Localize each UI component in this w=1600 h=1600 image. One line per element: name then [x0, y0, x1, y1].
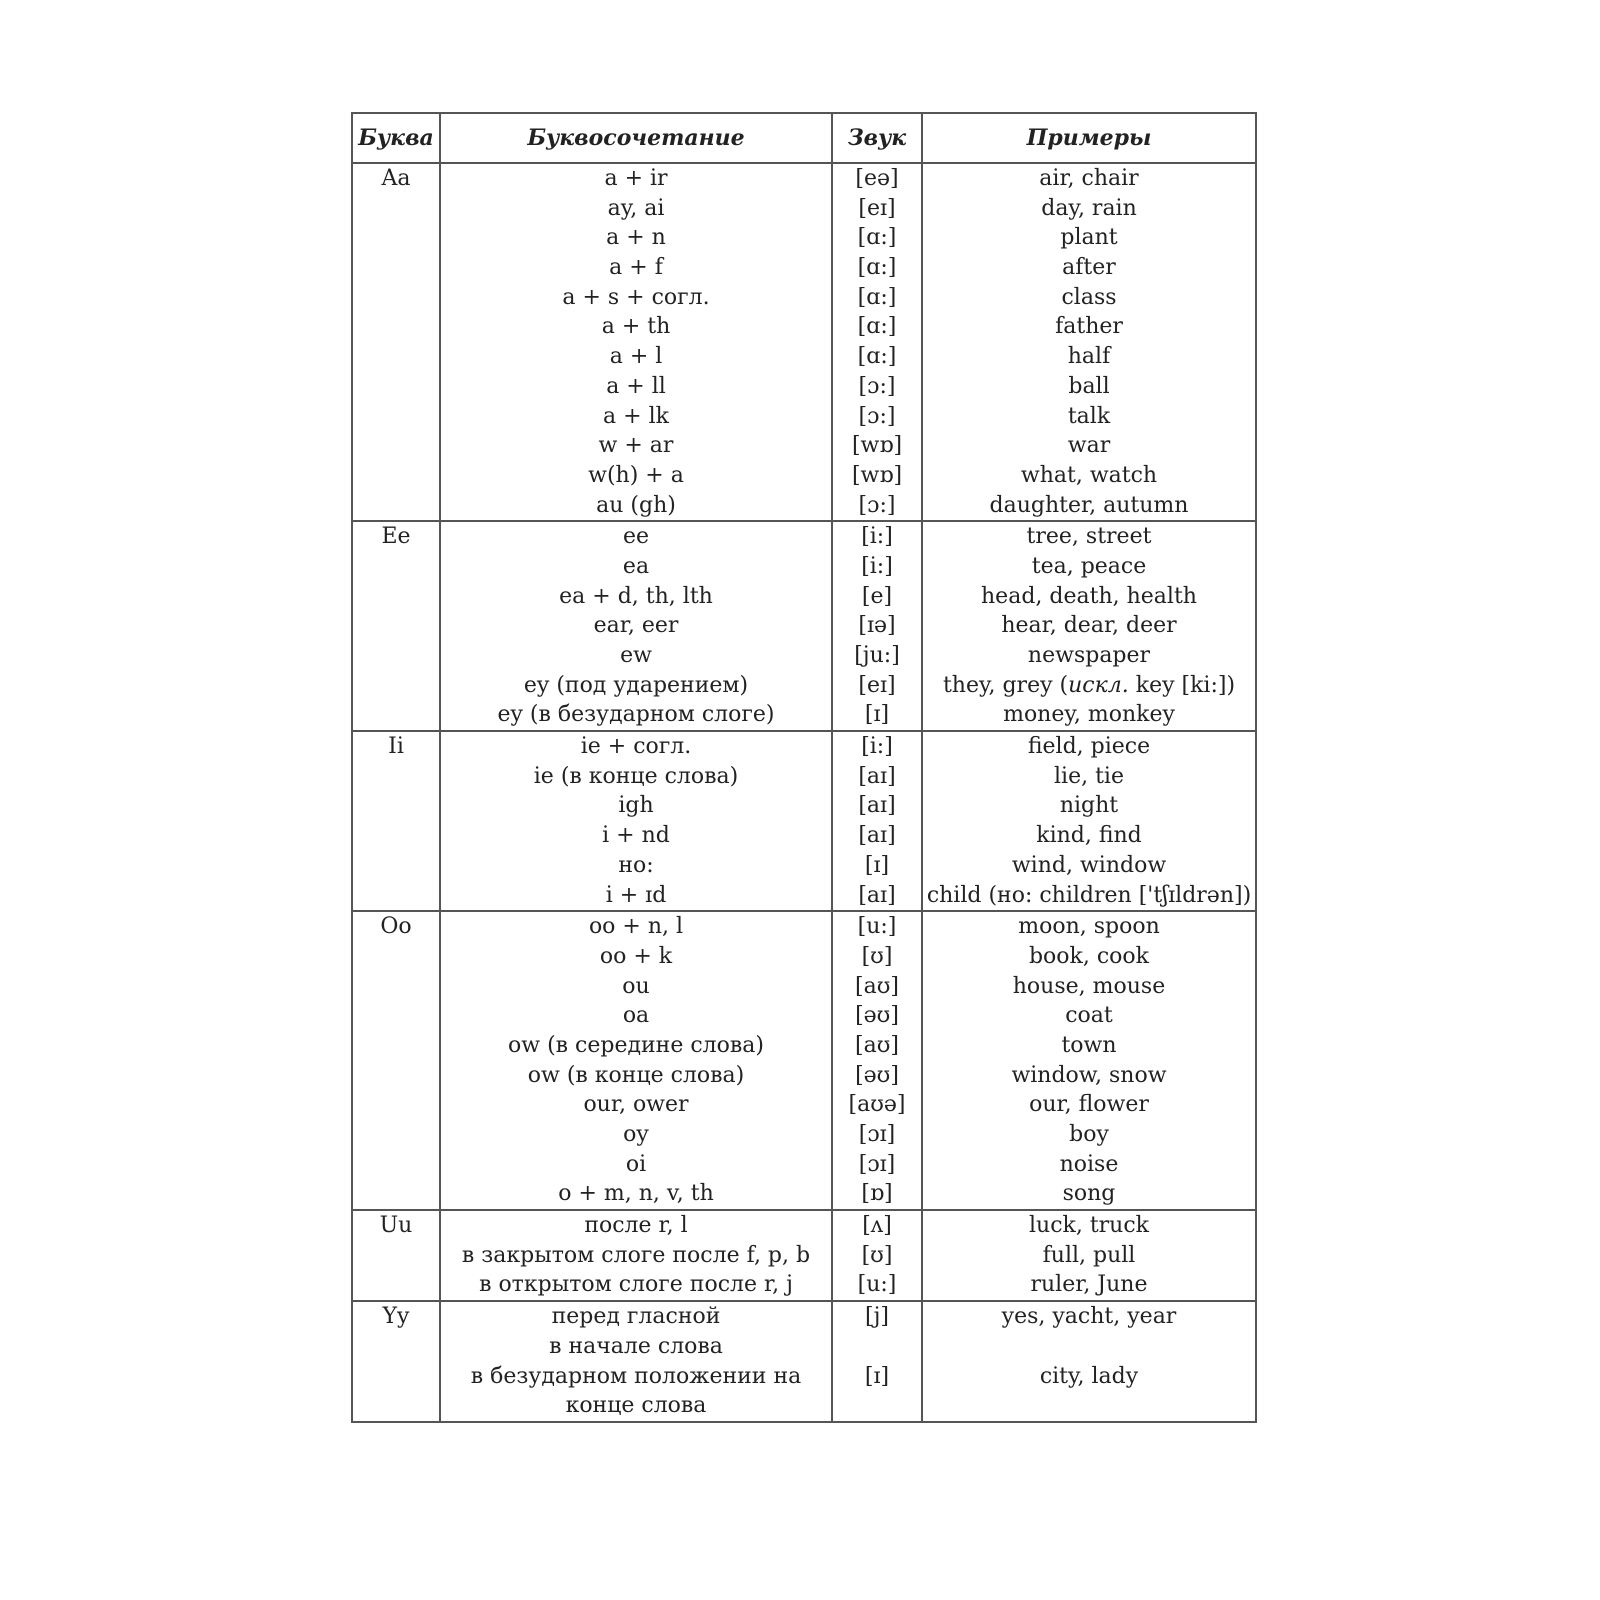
example: song — [1062, 1181, 1116, 1207]
combination: в закрытом слоге после f, p, b — [461, 1242, 811, 1268]
example: talk — [1067, 403, 1111, 429]
sound: [eə] — [855, 166, 899, 191]
examples-cell — [922, 521, 1256, 731]
letter: Ee — [381, 524, 411, 550]
example: moon, spoon — [1018, 914, 1160, 940]
letter-cell — [352, 911, 440, 1210]
combination: oy — [623, 1122, 649, 1147]
combination-cell — [440, 1210, 832, 1301]
combination: igh — [618, 793, 654, 819]
sound: [ʊ] — [861, 1242, 893, 1268]
combination: o + m, n, v, th — [558, 1181, 714, 1207]
combination: a + th — [601, 314, 671, 340]
examples-cell — [922, 163, 1256, 521]
combination: но: — [618, 852, 654, 878]
combination: a + lk — [603, 403, 669, 429]
combination: a + f — [609, 255, 663, 281]
sound: [ɑ:] — [857, 284, 897, 310]
letter: Oo — [380, 914, 412, 940]
sound: [u:] — [857, 914, 897, 940]
combination: oo + n, l — [588, 914, 684, 940]
combination: ee — [622, 524, 650, 550]
sound: [ɑ:] — [857, 344, 897, 370]
sound-cell — [832, 163, 922, 521]
example: half — [1067, 344, 1111, 370]
example: money, monkey — [1003, 702, 1175, 728]
letter-cell — [352, 521, 440, 731]
example: noise — [1059, 1151, 1119, 1177]
example: tea, peace — [1031, 553, 1147, 579]
combination: конце слова — [565, 1393, 707, 1419]
example: ruler, June — [1030, 1272, 1148, 1298]
sound-spacer — [833, 1332, 921, 1362]
combination: i + ɪd — [605, 882, 667, 908]
sound: [ɔɪ] — [858, 1151, 896, 1177]
combination: a + ll — [606, 373, 666, 399]
combination-cell — [440, 731, 832, 911]
sound: [i:] — [861, 524, 893, 550]
sound: [ju:] — [854, 643, 900, 668]
sound: [eɪ] — [858, 195, 896, 221]
sound: [aʊ] — [855, 1032, 899, 1058]
example: newspaper — [1027, 643, 1151, 668]
example: book, cook — [1028, 943, 1150, 969]
sound: [aɪ] — [858, 882, 896, 908]
example: luck, truck — [1028, 1213, 1150, 1239]
sound: [aɪ] — [858, 823, 896, 849]
example: town — [1061, 1032, 1117, 1058]
group-row-uu — [352, 1210, 1256, 1301]
example: yes, yacht, year — [1001, 1304, 1177, 1330]
example: air, chair — [1039, 166, 1139, 191]
combination: oi — [625, 1151, 647, 1177]
sound-cell — [832, 1210, 922, 1301]
sound: [ɑ:] — [857, 314, 897, 340]
example: after — [1062, 255, 1116, 281]
example: field, piece — [1027, 734, 1151, 760]
combination: ay, ai — [607, 195, 665, 221]
header-letter: Буква — [352, 113, 440, 163]
sound: [aʊ] — [855, 973, 899, 999]
sound: [aɪ] — [858, 793, 896, 819]
group-row-ee — [352, 521, 1256, 731]
combination: ie (в конце слова) — [533, 763, 739, 789]
combination: a + n — [606, 225, 666, 251]
sound: [ɔ:] — [858, 492, 896, 518]
combination: в открытом слоге после r, j — [479, 1272, 793, 1298]
letter: Aa — [381, 166, 411, 191]
sound: [ɪə] — [858, 613, 896, 639]
example: boy — [1069, 1122, 1109, 1147]
example: hear, dear, deer — [1001, 613, 1177, 639]
letter: Ii — [388, 734, 404, 760]
sound: [aɪ] — [858, 763, 896, 789]
example: daughter, autumn — [989, 492, 1189, 518]
header-examples: Примеры — [922, 113, 1256, 163]
sound: [e] — [861, 583, 893, 609]
example: our, flower — [1029, 1092, 1149, 1118]
combination: ew — [620, 643, 652, 668]
example: ball — [1068, 373, 1110, 399]
letter-cell — [352, 1301, 440, 1422]
letter: Uu — [379, 1213, 413, 1239]
example: wind, window — [1011, 852, 1167, 878]
examples-cell — [922, 911, 1256, 1210]
sound: [ɑ:] — [857, 225, 897, 251]
sound: [aʊə] — [848, 1092, 906, 1118]
combination: our, ower — [583, 1092, 689, 1118]
combination: a + s + согл. — [562, 284, 710, 310]
example: house, mouse — [1012, 973, 1166, 999]
sound: [wɒ] — [851, 462, 903, 488]
phonics-table — [351, 112, 1257, 1423]
sound: [ɔ:] — [858, 403, 896, 429]
combination: ea — [622, 553, 650, 579]
sound: [əʊ] — [855, 1062, 899, 1088]
examples-cell — [922, 1301, 1256, 1422]
sound: [ʌ] — [862, 1213, 892, 1239]
example-spacer — [923, 1391, 1255, 1421]
sound-spacer — [833, 1391, 921, 1421]
combination: ey (в безударном слоге) — [497, 702, 775, 728]
examples-cell — [922, 731, 1256, 911]
sound: [j] — [865, 1304, 889, 1330]
group-row-yy — [352, 1301, 1256, 1422]
combination: ou — [622, 973, 650, 999]
combination: ow (в конце слова) — [527, 1062, 745, 1088]
exception-note: искл. — [1068, 672, 1129, 698]
example-part: key [ki:]) — [1128, 672, 1236, 698]
example: class — [1061, 284, 1117, 310]
combination: перед гласной — [551, 1304, 721, 1330]
example: kind, find — [1036, 823, 1142, 849]
letter-cell — [352, 731, 440, 911]
combination-cell — [440, 163, 832, 521]
example: coat — [1065, 1003, 1113, 1029]
examples-cell — [922, 1210, 1256, 1301]
combination: ea + d, th, lth — [559, 583, 713, 609]
combination: w + ar — [598, 433, 674, 459]
header-row — [352, 113, 1256, 163]
sound: [əʊ] — [855, 1003, 899, 1029]
sound-cell — [832, 731, 922, 911]
example: city, lady — [1039, 1363, 1139, 1389]
combination-cell — [440, 911, 832, 1210]
header-sound: Звук — [832, 113, 922, 163]
sound: [eɪ] — [858, 672, 896, 698]
sound: [ɪ] — [864, 1363, 890, 1389]
combination: a + ir — [604, 166, 668, 191]
example: full, pull — [1042, 1242, 1136, 1268]
example: plant — [1060, 225, 1118, 251]
combination: ie + согл. — [580, 734, 692, 760]
sound-cell — [832, 521, 922, 731]
example-part: they, grey ( — [942, 672, 1069, 698]
combination-cell — [440, 1301, 832, 1422]
example: child (но: children ['tʃɪldrən]) — [926, 882, 1252, 908]
example-spacer — [923, 1332, 1255, 1362]
sound: [ɔ:] — [858, 373, 896, 399]
combination: в начале слова — [549, 1333, 723, 1359]
combination: au (gh) — [596, 492, 676, 518]
combination: после r, l — [584, 1213, 688, 1239]
sound: [ɒ] — [861, 1181, 893, 1207]
sound: [ɪ] — [864, 702, 890, 728]
combination-cell — [440, 521, 832, 731]
combination: ey (под ударением) — [523, 672, 749, 698]
sound: [ɪ] — [864, 852, 890, 878]
sound: [wɒ] — [851, 433, 903, 459]
sound: [ʊ] — [861, 943, 893, 969]
combination: i + nd — [602, 823, 670, 849]
sound: [i:] — [861, 553, 893, 579]
sound-cell — [832, 911, 922, 1210]
combination: oa — [622, 1003, 650, 1029]
example: tree, street — [1026, 524, 1152, 550]
group-row-oo — [352, 911, 1256, 1210]
letter: Yy — [382, 1304, 410, 1330]
letter-cell — [352, 1210, 440, 1301]
example: window, snow — [1011, 1062, 1167, 1088]
combination: oo + k — [599, 943, 673, 969]
sound: [ɑ:] — [857, 255, 897, 281]
example: night — [1059, 793, 1119, 819]
example: father — [1055, 314, 1123, 340]
example: what, watch — [1020, 462, 1158, 488]
sound: [i:] — [861, 734, 893, 760]
combination: a + l — [609, 344, 663, 370]
sound: [ɔɪ] — [858, 1122, 896, 1147]
combination: в безударном положении на — [470, 1363, 802, 1389]
combination: ow (в середине слова) — [508, 1032, 764, 1058]
group-row-ii — [352, 731, 1256, 911]
combination: ear, eer — [593, 613, 679, 639]
example: head, death, health — [981, 583, 1197, 609]
example — [923, 671, 1255, 701]
sound-cell — [832, 1301, 922, 1422]
group-row-aa — [352, 163, 1256, 521]
example: lie, tie — [1054, 763, 1124, 789]
sound: [u:] — [857, 1272, 897, 1298]
example: day, rain — [1041, 195, 1137, 221]
example: war — [1067, 433, 1111, 459]
letter-cell — [352, 163, 440, 521]
combination: w(h) + a — [588, 462, 684, 488]
header-combination: Буквосочетание — [440, 113, 832, 163]
